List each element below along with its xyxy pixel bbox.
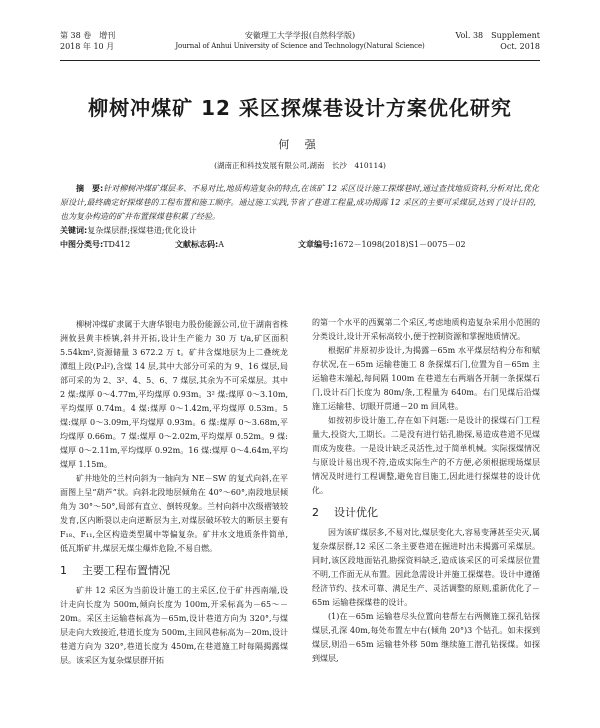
clc-label: 中图分类号: [60, 240, 104, 249]
body-paragraph: 如按初步设计施工,存在如下问题:一是设计的探煤石门工程量大,投资大,工期长。二是没有进行钻孔勘探,易造成巷道不见煤而成为废巷。一是设计缺乏灵活性,过于简单机械。实际探煤情况与原设计易出现不符,造成实际生产的不方便,必须根据现场煤层情况及时进行工程调整,避免盲目施工,因此进行探煤巷的设计优化。 [312, 416, 540, 495]
section-number: 2 [312, 506, 319, 519]
article-title: 柳树冲煤矿 12 采区探煤巷设计方案优化研究 [88, 96, 512, 120]
section-heading-2 [312, 506, 540, 520]
doc-code-value: A [218, 240, 224, 249]
body-paragraph: 柳树冲煤矿隶属于大唐华银电力股份能源公司,位于湖南省株洲攸县黄丰桥镇,斜井开拓,设计生产能力 30 万 t/a,矿区面积 5.54km²,资源储量 3 672.2 万 t。矿井含煤地层为上二叠统龙潭组上段(P₂l²),含煤 14 层,其中大部分可采的为 9、16 煤层,局部可采的为 2、3²、4、5、6、7 煤层,其余为不可采煤层。其中 2 煤:煤厚 0～4.77m,平均煤厚 0.93m。3² 煤:煤厚 0～3.10m,平均煤厚 0.74m。4 煤:煤厚 0～1.42m,平均煤厚 0.53m。5 煤:煤厚 0～3.09m,平均煤厚 0.93m。6 煤:煤厚 0～3.68m,平均煤厚 0.66m。7 煤:煤厚 0～2.02m,平均煤厚 0.52m。9 煤:煤厚 0～2.11m,平均煤厚 0.92m。16 煤:煤厚 0～4.64m,平均煤厚 1.15m。 [60, 320, 288, 469]
header-volume-en: Vol. 38 Supplement Oct. 2018 [455, 31, 540, 51]
abstract-text: 针对柳树冲煤矿煤层多、不易对比,地质构造复杂的特点,在该矿 12 采区设计施工探煤巷时,通过查找地质资料,分析对比,优化原设计,最终确定好探煤巷的工程布置和施工顺序。通过施工实践,节省了巷道工程量,成功揭露 12 采区的主要可采煤层,达到了设计目的,也为复杂构造的矿井布置探煤巷积累了经验。 [60, 184, 540, 221]
body-paragraph: (1)在－65m 运输巷尽头位置向巷帮左右两侧施工探孔钻探煤层,孔深 40m,每处布置左中右(倾角 20°)3 个钻孔。如未探到煤层,则沿－65m 运输巷外移 50m 继续施工潜孔钻探煤。如探到煤层, [312, 612, 540, 663]
header-journal-name: 安徽理工大学学报(自然科学版) Journal of Anhui University of Science and Technology(Natural Science) [175, 31, 425, 50]
body-paragraph: 的第一个水平的西翼第二个采区,考虑地质构造复杂采用小范围的分类设计,设计开采标高较小,便于控制资源和掌握地质情况。 [312, 318, 540, 341]
abstract-block [60, 182, 540, 252]
abstract-paragraph [60, 182, 540, 224]
running-header [60, 30, 540, 56]
article-number-label: 文章编号: [298, 240, 334, 249]
keywords-line [60, 224, 540, 238]
section-number: 1 [60, 564, 67, 577]
article-author: 何 强 [278, 138, 322, 151]
author-affiliation: (湖南正和科技发展有限公司,湖南 长沙 410114) [214, 161, 386, 170]
section-title: 主要工程布置情况 [82, 564, 170, 577]
article-number-value: 1672－1098(2018)S1－0075－02 [333, 240, 466, 249]
header-volume-info: 第 38 卷 增刊 2018 年 10 月 [60, 31, 116, 51]
body-column-left [60, 318, 288, 668]
body-column-right [312, 316, 540, 666]
section-title: 设计优化 [334, 506, 378, 519]
body-paragraph: 因为该矿煤层多,不易对比,煤层变化大,容易变薄甚至尖灭,属复杂煤层群,12 采区二条主要巷道在掘进时出未揭露可采煤层。同时,该区段地面钻孔勘探资料缺乏,造成该采区的可采煤层位置不明,工作面无从布置。因此急需设计并施工探煤巷。设计中遵循经济节约、技术可靠、满足生产、灵活调整的原则,重新优化了－65m 运输巷探煤巷的设计。 [312, 528, 540, 607]
section-heading-1 [60, 564, 288, 578]
body-paragraph: 根据矿井原初步设计,为揭露－65m 水平煤层结构分布和赋存状况,在－65m 运输巷施工 8 条探煤石门,位置为自－65m 主运输巷末端起,每间隔 100m 在巷道左右两端各开制一条探煤石门,设计石门长度为 80m/条,工程量为 640m。右门见煤后沿煤施工运输巷、切眼开贯通－20 m 回风巷。 [312, 346, 540, 411]
classification-line [60, 238, 540, 252]
body-paragraph: 矿井 12 采区为当前设计施工的主采区,位于矿井西南端,设计走向长度为 500m,倾向长度为 100m,开采标高为－65～－20m。采区主运输巷标高为－65m,设计巷道方向为 320°,与煤层走向大致接近,巷道长度为 500m,主回风巷标高为－20m,设计巷道方向为 320°,巷道长度为 450m,在巷道施工时每隔揭露煤层。该采区为复杂煤层群开拓 [60, 586, 288, 665]
doc-code-label: 文献标志码: [175, 240, 219, 249]
keywords-label: 关键词: [60, 226, 88, 235]
header-rule [60, 60, 540, 61]
keywords-text: 复杂煤层群;探煤巷道;优化设计 [87, 226, 197, 235]
clc-value: TD412 [103, 240, 131, 249]
body-paragraph: 矿井地处的兰村向斜为一轴向为 NE－SW 的复式向斜,在平面图上呈“葫芦”状。向斜北段地层倾角在 40°～60°,南段地层倾角为 30°～50°,局部有直立、倒转现象。兰村向斜中次级褶皱较发育,区内断裂以走向逆断层为主,对煤层破坏较大的断层主要有 F₁₈、F₁₁,全区构造类型属中等偏复杂。矿井水文地质条件简单,低瓦斯矿井,煤层无煤尘爆炸危险,不易自燃。 [60, 474, 288, 553]
abstract-label: 摘 要: [76, 184, 104, 193]
